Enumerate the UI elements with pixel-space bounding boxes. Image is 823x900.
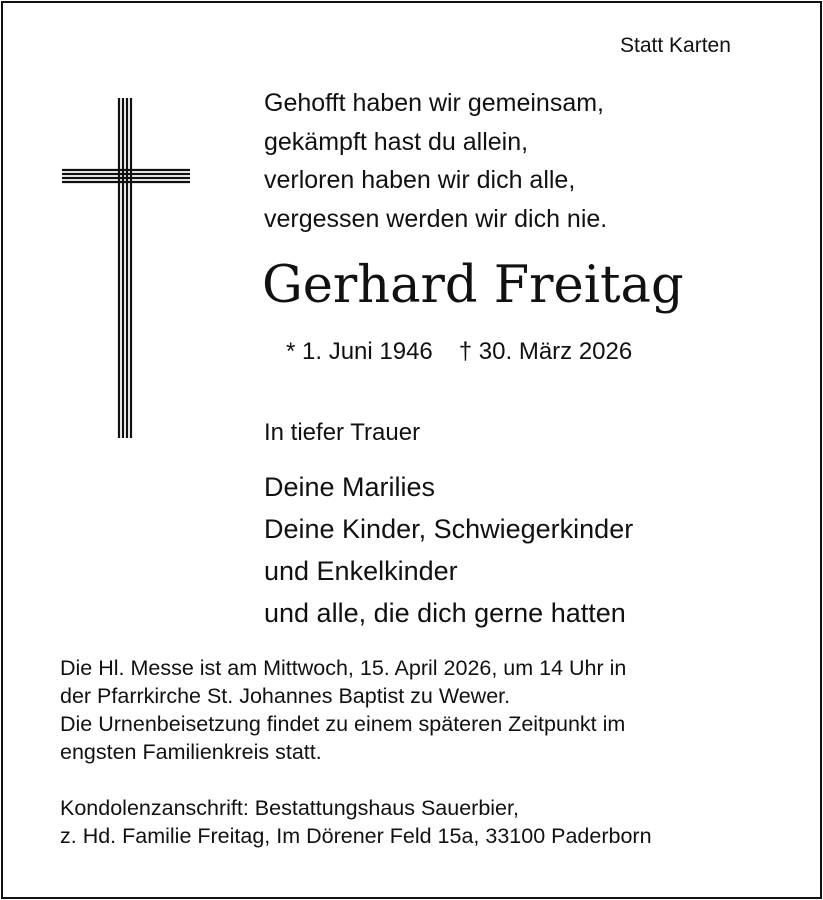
mourner-line: Deine Kinder, Schwiegerkinder (264, 514, 634, 544)
poem (264, 84, 607, 238)
mourners-list (264, 466, 633, 634)
condolence-line: z. Hd. Familie Freitag, Im Dörener Feld 15a, 33100 Paderborn (60, 824, 652, 848)
birth-date: * 1. Juni 1946 (286, 338, 433, 365)
mourner-line: Deine Marilies (264, 472, 436, 502)
poem-line: vergessen werden wir dich nie. (264, 204, 608, 233)
mourner-line: und alle, die dich gerne hatten (264, 598, 626, 628)
poem-line: verloren haben wir dich alle, (264, 166, 576, 194)
mourner-line: und Enkelkinder (264, 556, 458, 586)
service-line: Die Urnenbeisetzung findet zu einem späteren Zeitpunkt im (60, 712, 626, 736)
death-date: † 30. März 2026 (458, 338, 633, 365)
condolence-address (60, 794, 652, 850)
service-info (60, 654, 626, 766)
mourning-intro: In tiefer Trauer (264, 419, 421, 446)
life-dates (286, 338, 632, 366)
deceased-name: Gerhard Freitag (262, 256, 684, 315)
service-line: der Pfarrkirche St. Johannes Baptist zu Wewer. (60, 684, 511, 708)
condolence-line: Kondolenzanschrift: Bestattungshaus Sauerbier, (60, 796, 519, 820)
poem-line: gekämpft hast du allein, (264, 127, 529, 156)
statt-karten-label: Statt Karten (620, 34, 731, 57)
poem-line: Gehofft haben wir gemeinsam, (264, 89, 605, 117)
service-line: Die Hl. Messe ist am Mittwoch, 15. April 2026, um 14 Uhr in (60, 656, 627, 680)
service-line: engsten Familienkreis statt. (60, 740, 322, 764)
cross-icon (62, 98, 190, 438)
